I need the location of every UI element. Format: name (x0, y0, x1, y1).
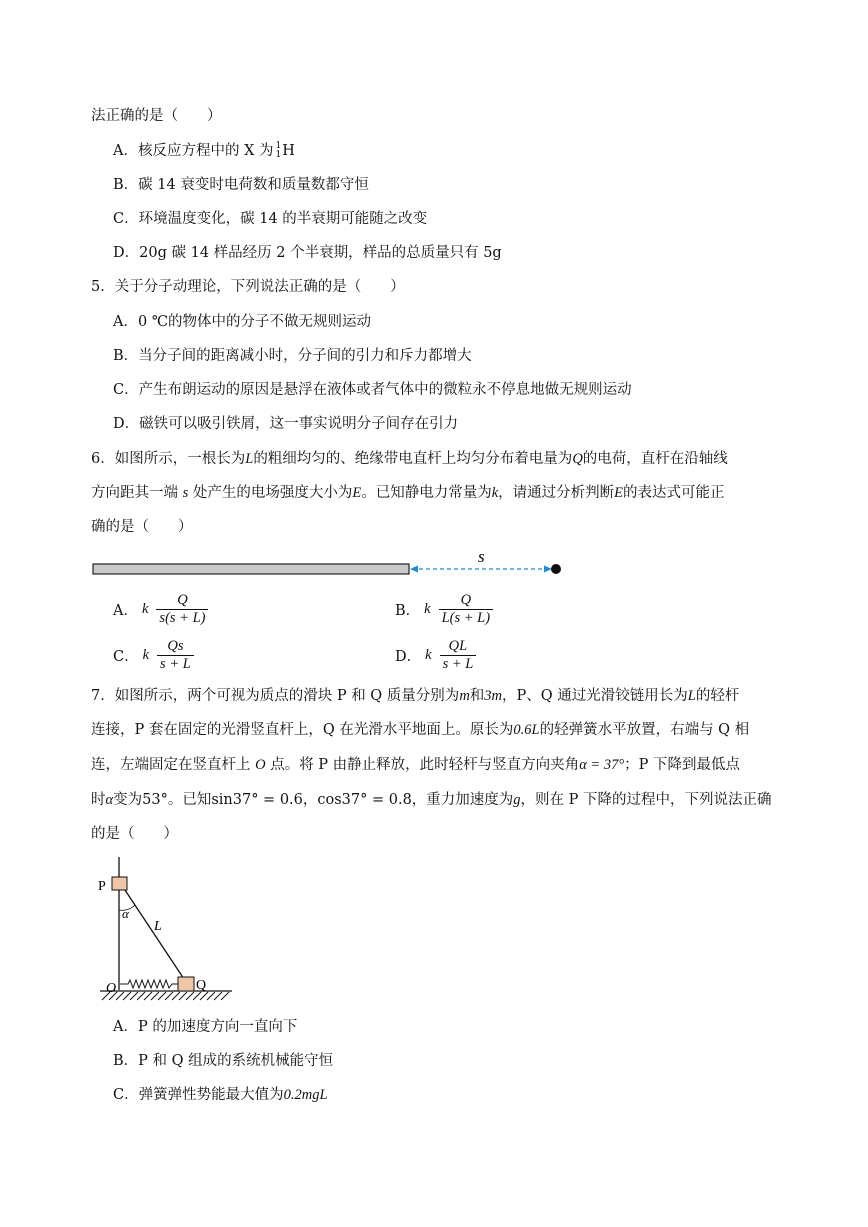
q7-option-a: A．P 的加速度方向一直向下 (113, 1019, 298, 1035)
field-point (551, 564, 561, 574)
spring (120, 980, 178, 988)
q7-stem-line1: 7．如图所示，两个可视为质点的滑块 P 和 Q 质量分别为m和3m，P、Q 通过光滑铰链用长为L的轻杆 (91, 688, 740, 704)
arrow-head-right-icon (544, 566, 552, 573)
nuclide-formula: 1 1 (275, 141, 282, 160)
q7-option-b: B．P 和 Q 组成的系统机械能守恒 (113, 1053, 334, 1069)
q6-option-d: D． k $\frac{QL}{s + L}$ (395, 638, 476, 673)
q4-option-b: B．碳 14 衰变时电荷数和质量数都守恒 (113, 177, 369, 193)
q5-option-a: A．0 ℃的物体中的分子不做无规则运动 (113, 314, 372, 330)
q5-option-b: B．当分子间的距离减小时，分子间的引力和斥力都增大 (113, 348, 472, 364)
q4-option-d: D．20g 碳 14 样品经历 2 个半衰期，样品的总质量只有 5g (113, 245, 502, 261)
q7-stem-line3: 连，左端固定在竖直杆上 O 点。将 P 由静止释放，此时轻杆与竖直方向夹角α = 37°；P 下降到最低点 (91, 757, 741, 773)
q7-option-c: C．弹簧弹性势能最大值为0.2mgL (113, 1087, 328, 1103)
label-P: P (98, 879, 106, 894)
q5-stem: 5．关于分子动理论，下列说法正确的是（ ） (91, 279, 405, 295)
distance-label-s: s (478, 548, 485, 566)
q6-stem-line3: 确的是（ ） (91, 519, 193, 535)
block-Q (178, 977, 194, 991)
q4-option-c: C．环境温度变化，碳 14 的半衰期可能随之改变 (113, 211, 428, 227)
label-L: L (154, 919, 162, 934)
label-O: O (106, 981, 117, 996)
label-alpha: α (122, 906, 129, 921)
q6-rod-figure (90, 548, 570, 582)
q7-mechanism-figure (92, 852, 242, 1002)
block-P (112, 877, 127, 890)
q7-stem-line4: 时α变为53°。已知sin37° = 0.6，cos37° = 0.8，重力加速度为g，则在 P 下降的过程中，下列说法正确 (91, 792, 772, 808)
q6-option-c: C． k $\frac{Qs}{s + L}$ (113, 638, 194, 673)
q6-stem-line2: 方向距其一端 s 处产生的电场强度大小为E。已知静电力常量为k，请通过分析判断E的表达式可能正 (91, 485, 725, 501)
q5-option-c: C．产生布朗运动的原因是悬浮在液体或者气体中的微粒永不停息地做无规则运动 (113, 382, 632, 398)
light-rod-L (125, 890, 184, 979)
q6-stem-line1: 6．如图所示，一根长为L的粗细均匀的、绝缘带电直杆上均匀分布着电量为Q的电荷，直杆在沿轴线 (91, 451, 728, 467)
charged-rod (93, 564, 409, 574)
label-Q: Q (196, 978, 207, 993)
q7-stem-line5: 的是（ ） (91, 826, 178, 842)
q6-option-a: A． k $\frac{Q}{s(s + L)}$ (113, 592, 208, 627)
q7-stem-line2: 连接，P 套在固定的光滑竖直杆上，Q 在光滑水平地面上。原长为0.6L的轻弹簧水平放置，右端与 Q 相 (91, 722, 750, 738)
arrow-head-left-icon (410, 566, 418, 573)
q4-stem-tail: 法正确的是（ ） (91, 108, 222, 124)
q4-option-a: A．核反应方程中的 X 为 1 1 H (113, 141, 295, 160)
q5-option-d: D．磁铁可以吸引铁屑，这一事实说明分子间存在引力 (113, 416, 459, 432)
q6-option-b: B． k $\frac{Q}{L(s + L)}$ (395, 592, 493, 627)
ground-hatching (102, 992, 229, 1000)
